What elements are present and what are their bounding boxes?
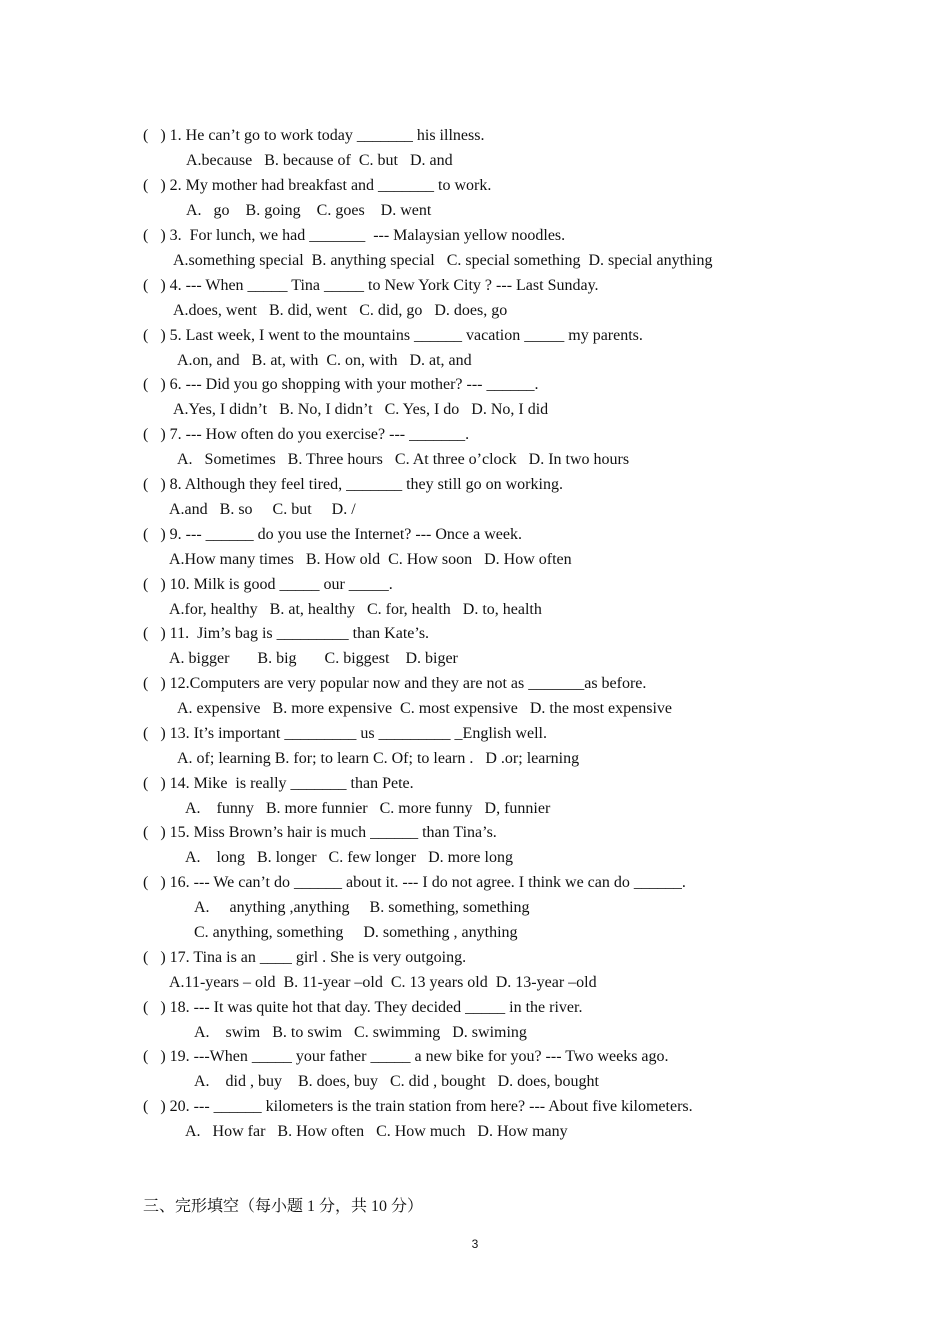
question-stem: ( ) 1. He can’t go to work today _______ his illness. <box>143 127 485 144</box>
question-stem: ( ) 2. My mother had breakfast and _______ to work. <box>143 177 492 194</box>
question-options: A. bigger B. big C. biggest D. biger <box>169 650 458 667</box>
question-options: A.Yes, I didn’t B. No, I didn’t C. Yes, I do D. No, I did <box>173 401 549 418</box>
question-options: A. swim B. to swim C. swimming D. swiming <box>194 1024 527 1041</box>
question-stem: ( ) 7. --- How often do you exercise? --- _______. <box>143 426 470 443</box>
question-stem: ( ) 17. Tina is an ____ girl . She is very outgoing. <box>143 949 467 966</box>
question-stem: ( ) 20. --- ______ kilometers is the train station from here? --- About five kilometers. <box>143 1098 693 1115</box>
section-heading: 三、完形填空（每小题 1 分，共 10 分） <box>143 1198 424 1215</box>
question-stem: ( ) 10. Milk is good _____ our _____. <box>143 576 393 593</box>
question-options: A.and B. so C. but D. / <box>169 501 356 518</box>
question-options: A. go B. going C. goes D. went <box>186 202 432 219</box>
question-options: A. long B. longer C. few longer D. more long <box>185 849 513 866</box>
page-number: 3 <box>471 1237 479 1251</box>
question-options: A.for, healthy B. at, healthy C. for, health D. to, health <box>169 601 542 618</box>
question-options: A.11-years – old B. 11-year –old C. 13 years old D. 13-year –old <box>169 974 597 991</box>
question-options: A.something special B. anything special C. special something D. special anything <box>173 252 713 269</box>
question-options: A. Sometimes B. Three hours C. At three o’clock D. In two hours <box>177 451 630 468</box>
question-stem: ( ) 8. Although they feel tired, _______ they still go on working. <box>143 476 563 493</box>
question-stem: ( ) 6. --- Did you go shopping with your mother? --- ______. <box>143 376 539 393</box>
question-options: A. expensive B. more expensive C. most expensive D. the most expensive <box>177 700 673 717</box>
question-stem: ( ) 5. Last week, I went to the mountains ______ vacation _____ my parents. <box>143 327 643 344</box>
question-options: A. did , buy B. does, buy C. did , bought D. does, bought <box>194 1073 599 1090</box>
question-stem: ( ) 18. --- It was quite hot that day. They decided _____ in the river. <box>143 999 583 1016</box>
question-options: A. How far B. How often C. How much D. How many <box>185 1123 568 1140</box>
question-stem: ( ) 3. For lunch, we had _______ --- Malaysian yellow noodles. <box>143 227 566 244</box>
question-options: A.How many times B. How old C. How soon D. How often <box>169 551 572 568</box>
question-stem: ( ) 16. --- We can’t do ______ about it. --- I do not agree. I think we can do ______. <box>143 874 686 891</box>
question-options: A.on, and B. at, with C. on, with D. at, and <box>177 352 472 369</box>
question-stem: ( ) 19. ---When _____ your father _____ a new bike for you? --- Two weeks ago. <box>143 1048 669 1065</box>
question-options: A. of; learning B. for; to learn C. Of; to learn . D .or; learning <box>177 750 580 767</box>
question-stem: ( ) 14. Mike is really _______ than Pete. <box>143 775 414 792</box>
question-stem: ( ) 4. --- When _____ Tina _____ to New York City ? --- Last Sunday. <box>143 277 599 294</box>
question-options: C. anything, something D. something , anything <box>194 924 518 941</box>
question-stem: ( ) 11. Jim’s bag is _________ than Kate’s. <box>143 625 430 642</box>
question-options: A. funny B. more funnier C. more funny D, funnier <box>185 800 551 817</box>
question-stem: ( ) 15. Miss Brown’s hair is much ______ than Tina’s. <box>143 824 497 841</box>
question-options: A.does, went B. did, went C. did, go D. does, go <box>173 302 508 319</box>
question-options: A.because B. because of C. but D. and <box>186 152 453 169</box>
question-stem: ( ) 9. --- ______ do you use the Internet? --- Once a week. <box>143 526 522 543</box>
question-stem: ( ) 12.Computers are very popular now and they are not as _______as before. <box>143 675 647 692</box>
question-options: A. anything ,anything B. something, something <box>194 899 530 916</box>
question-stem: ( ) 13. It’s important _________ us _________ _English well. <box>143 725 547 742</box>
